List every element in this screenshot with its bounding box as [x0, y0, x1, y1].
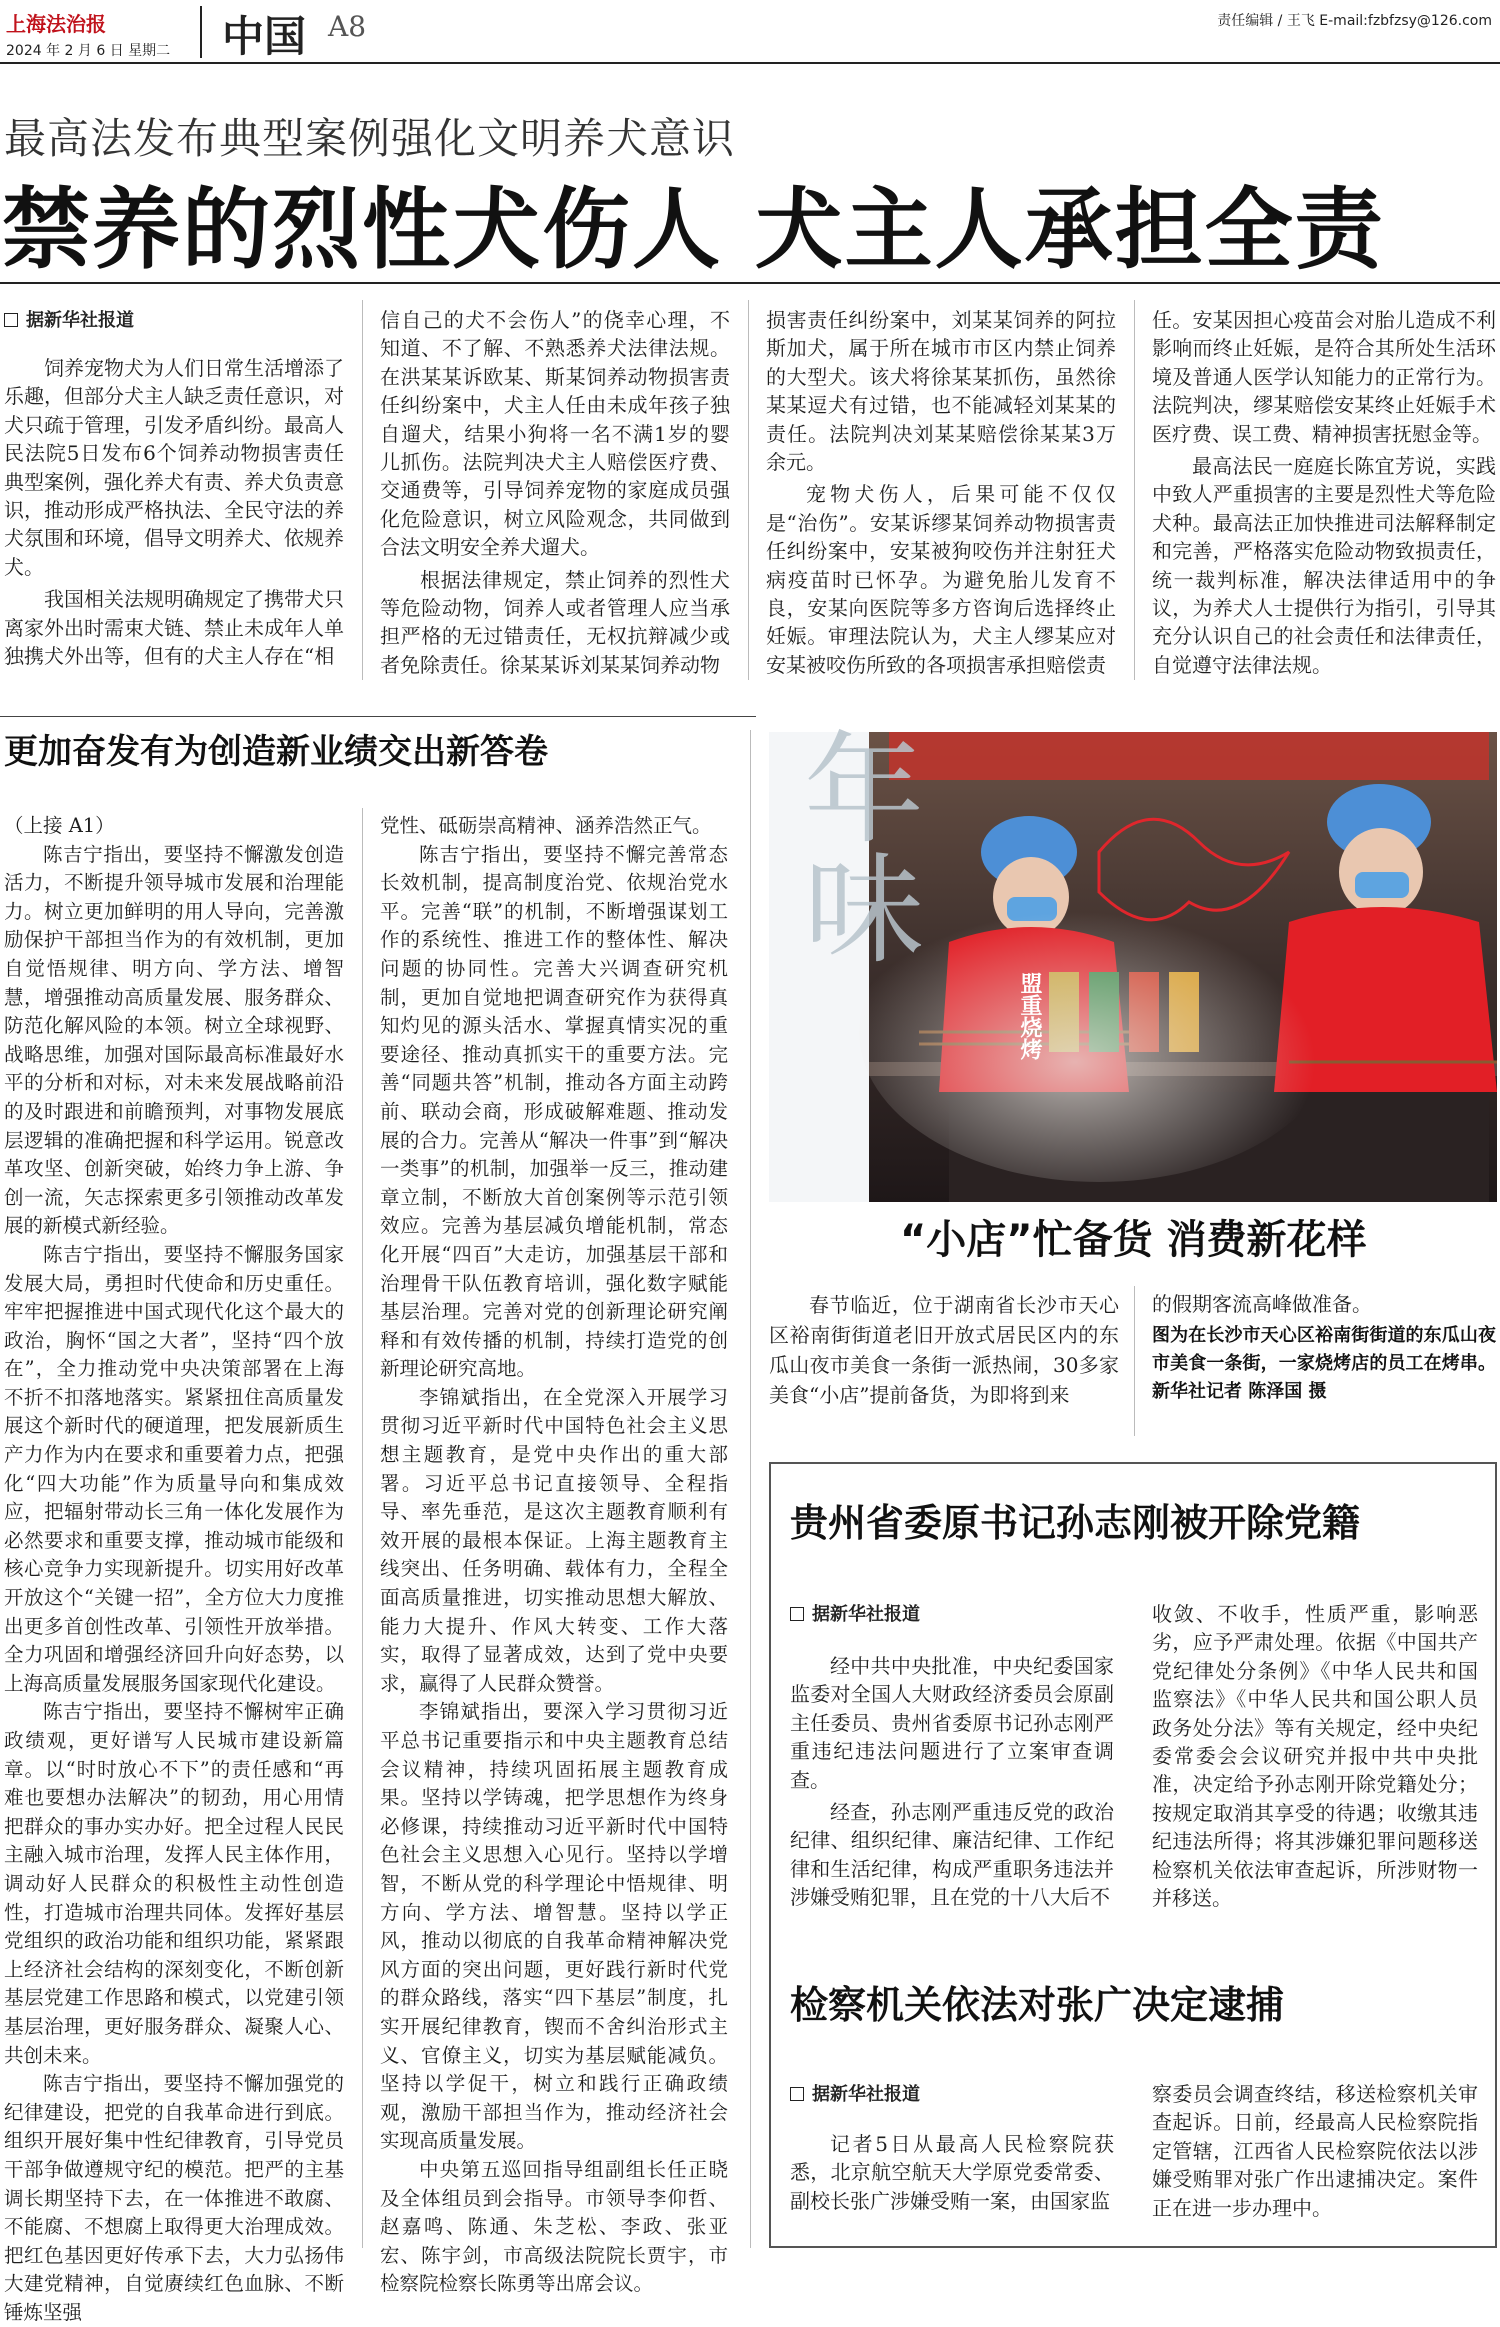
paragraph: 根据法律规定，禁止饲养的烈性犬等危险动物，饲养人或者管理人应当承担严格的无过错责任，无权抗辩减少或者免除责任。徐某某诉刘某某饲养动物: [380, 567, 730, 677]
lead-headline: 禁养的烈性犬伤人 犬主人承担全责: [2, 178, 1385, 281]
lead-byline: 据新华社报道: [4, 306, 134, 332]
second-column-1: [4, 812, 344, 2324]
paragraph: 最高法民一庭庭长陈宜芳说，实践中致人严重损害的主要是烈性犬等危险犬种。最高法正加快推进司法解释制定和完善，严格落实危险动物致损责任，统一裁判标准，解决法律适用中的争议，为养犬人士提供行为指引，引导其充分认识自己的社会责任和法律责任，自觉遵守法律法规。: [1152, 454, 1496, 677]
boxed-byline: 据新华社报道: [790, 1600, 920, 1626]
paragraph: 我国相关法规明确规定了携带犬只离家外出时需束犬链、禁止未成年人单独携犬外出等，但有的犬主人存在“相: [4, 587, 344, 669]
second-column-2: [380, 812, 728, 2296]
paragraph: 陈吉宁指出，要坚持不懈树牢正确政绩观，更好谱写人民城市建设新篇章。以“时时放心不下”的责任感和“再难也要想办法解决”的韧劲，用心用情把群众的事办实办好。把全过程人民民主融入城市治理，发挥人民主体作用，调动好人民群众的积极性主动性创造性，打造城市治理共同体。发挥好基层党组织的政治功能和组织功能，紧紧跟上经济社会结构的深刻变化，不断创新基层党建工作思路和模式，以党建引领基层治理，更好服务群众、凝聚人心、共创未来。: [4, 1700, 344, 2067]
paragraph: 任。安某因担心疫苗会对胎儿造成不利影响而终止妊娠，是符合其所处生活环境及普通人医学认知能力的正常行为。法院判决，缪某赔偿安某终止妊娠手术医疗费、误工费、精神损害抚慰金等。: [1152, 308, 1496, 446]
paragraph: 陈吉宁指出，要坚持不懈激发创造活力，不断提升领导城市发展和治理能力。树立更加鲜明的用人导向，完善激励保护干部担当作为的有效机制，更加自觉悟规律、明方向、学方法、增智慧，增强推动高质量发展、服务群众、防范化解风险的本领。树立全球视野、战略思维，加强对国际最高标准最好水平的分析和对标，对未来发展战略前沿的及时跟进和前瞻预判，对事物发展底层逻辑的准确把握和科学运用。锐意改革攻坚、创新突破，始终力争上游、争创一流，矢志探索更多引领推动改革发展的新模式新经验。: [4, 842, 344, 1238]
shirt-text: 盟重烧烤: [1017, 972, 1043, 1060]
photo-story-continued: [1152, 1290, 1496, 1322]
boxed-column-2: [1152, 1600, 1478, 1940]
paragraph: 经中共中央批准，中央纪委国家监委对全国人大财政经济委员会原副主任委员、贵州省委原书记孙志刚严重违纪违法问题进行了立案审查调查。: [790, 1654, 1114, 1792]
newspaper-logo: 上海法治报: [6, 12, 106, 36]
lead-column-2: [380, 306, 730, 676]
paragraph: 信自己的犬不会伤人”的侥幸心理，不知道、不了解、不熟悉养犬法律法规。在洪某某诉欧某、斯某饲养动物损害责任纠纷案中，犬主人任由未成年孩子独自遛犬，结果小狗将一名不满1岁的婴儿抓伤。法院判决犬主人赔偿医疗费、交通费等，引导饲养宠物的家庭成员强化危险意识，树立风险观念，共同做到合法文明安全养犬遛犬。: [380, 308, 730, 560]
top-rule: [0, 62, 1500, 64]
photo-title: “小店”忙备货 消费新花样: [900, 1217, 1367, 1263]
section-title: 中国: [222, 12, 307, 61]
paragraph: 宠物犬伤人，后果可能不仅仅是“治伤”。安某诉缪某饲养动物损害责任纠纷案中，安某被狗咬伤并注射狂犬病疫苗时已怀孕。为避免胎儿发育不良，安某向医院等多方咨询后选择终止妊娠。审理法院认为，犬主人缪某应对安某被咬伤所致的各项损害承担赔偿责: [766, 482, 1116, 677]
paragraph: （上接 A1）: [4, 814, 115, 837]
paragraph: 的假期客流高峰做准备。: [1152, 1292, 1372, 1316]
lead-kicker: 最高法发布典型案例强化文明养犬意识: [4, 114, 736, 163]
square-bullet-icon: [4, 313, 18, 327]
lead-column-4: [1152, 306, 1496, 676]
news-photo: [769, 726, 1497, 1202]
issue-date: 2024 年 2 月 6 日 星期二: [6, 43, 171, 59]
boxed2-byline: 据新华社报道: [790, 2080, 920, 2106]
column-divider: [748, 300, 749, 680]
paragraph: 收敛、不收手，性质严重，影响恶劣，应予严肃处理。依据《中国共产党纪律处分条例》《中华人民共和国监察法》《中华人民共和国公职人员政务处分法》等有关规定，经中央纪委常委会会议研究并报中共中央批准，决定给予孙志刚开除党籍处分；按规定取消其享受的待遇；收缴其违纪违法所得；将其涉嫌犯罪问题移送检察机关依法审查起诉，所涉财物一并移送。: [1152, 1602, 1478, 1911]
lead-column-3: [766, 306, 1116, 676]
column-divider: [362, 300, 363, 680]
square-bullet-icon: [790, 2087, 804, 2101]
paragraph: 党性、砥砺崇高精神、涵养浩然正气。: [380, 814, 712, 837]
paragraph: 李锦斌指出，在全党深入开展学习贯彻习近平新时代中国特色社会主义思想主题教育，是党中央作出的重大部署。习近平总书记直接领导、全程指导、率先垂范，是这次主题教育顺利有效开展的最根本保证。上海主题教育主线突出、任务明确、载体有力，全程全面高质量推进，切实推动思想大解放、能力大提升、作风大转变、工作大落实，取得了显著成效，达到了党中央要求，赢得了人民群众赞誉。: [380, 1385, 728, 1695]
photo-deco-text: 年味: [784, 726, 923, 966]
boxed2-column-2: [1152, 2080, 1478, 2240]
boxed2-headline: 检察机关依法对张广决定逮捕: [790, 1983, 1285, 2027]
boxed2-column-1: [790, 2130, 1114, 2240]
photo-story-column: [769, 1290, 1119, 1440]
paragraph: 陈吉宁指出，要坚持不懈加强党的纪律建设，把党的自我革命进行到底。组织开展好集中性纪律教育，引导党员干部争做遵规守纪的模范。把严的主基调长期坚持下去，在一体推进不敢腐、不能腐、不想腐上取得更大治理成效。把红色基因更好传承下去，大力弘扬伟大建党精神，自觉赓续红色血脉、不断锤炼坚强: [4, 2072, 344, 2324]
editor-info: 责任编辑 / 王飞 E-mail:fzbfzsy@126.com: [1217, 13, 1492, 29]
column-divider: [750, 730, 751, 2248]
boxed-column-1: [790, 1652, 1114, 1932]
paragraph: 察委员会调查终结，移送检察机关审查起诉。日前，经最高人民检察院指定管辖，江西省人民检察院依法以涉嫌受贿罪对张广作出逮捕决定。案件正在进一步办理中。: [1152, 2082, 1478, 2220]
paragraph: 记者5日从最高人民检察院获悉，北京航空航天大学原党委常委、副校长张广涉嫌受贿一案，由国家监: [790, 2132, 1114, 2213]
square-bullet-icon: [790, 1607, 804, 1621]
page-number: A8: [328, 10, 367, 43]
masthead-divider: [200, 6, 202, 58]
paragraph: 经查，孙志刚严重违反党的政治纪律、组织纪律、廉洁纪律、工作纪律和生活纪律，构成严重职务违法并涉嫌受贿犯罪，且在党的十八大后不: [790, 1800, 1114, 1910]
second-headline: 更加奋发有为创造新业绩交出新答卷: [4, 732, 548, 772]
photo-caption: 图为在长沙市天心区裕南街街道的东瓜山夜市美食一条街，一家烧烤店的员工在烤串。新华社记者 陈泽国 摄: [1152, 1325, 1496, 1402]
column-divider: [1134, 1286, 1135, 1436]
boxed-headline: 贵州省委原书记孙志刚被开除党籍: [790, 1501, 1361, 1545]
lead-column-1: [4, 354, 344, 674]
section-rule: [0, 716, 756, 717]
paragraph: 李锦斌指出，要深入学习贯彻习近平总书记重要指示和中央主题教育总结会议精神，持续巩固拓展主题教育成果。坚持以学铸魂，把学思想作为终身必修课，持续推动习近平新时代中国特色社会主义思想入心见行。坚持以学增智，不断从党的科学理论中悟规律、明方向、学方法、增智慧。坚持以学正风，推动以彻底的自我革命精神解决党风方面的突出问题，更好践行新时代党的群众路线，落实“四下基层”制度，扎实开展纪律教育，锲而不舍纠治形式主义、官僚主义，切实为基层赋能减负。坚持以学促干，树立和践行正确政绩观，激励干部担当作为，推动经济社会实现高质量发展。: [380, 1700, 728, 2153]
paragraph: 春节临近，位于湖南省长沙市天心区裕南街街道老旧开放式居民区内的东瓜山夜市美食一条街一派热闹，30多家美食“小店”提前备货，为即将到来: [769, 1293, 1119, 1407]
paragraph: 损害责任纠纷案中，刘某某饲养的阿拉斯加犬，属于所在城市市区内禁止饲养的大型犬。该犬将徐某某抓伤，虽然徐某某逗犬有过错，也不能减轻刘某某的责任。法院判决刘某某赔偿徐某某3万余元。: [766, 308, 1116, 475]
column-divider: [362, 808, 363, 2248]
headline-rule: [0, 282, 1500, 284]
paragraph: 中央第五巡回指导组副组长任正晓及全体组员到会指导。市领导李仰哲、赵嘉鸣、陈通、朱芝松、李政、张亚宏、陈宇剑，市高级法院院长贾宇，市检察院检察长陈勇等出席会议。: [380, 2157, 728, 2296]
column-divider: [1134, 300, 1135, 680]
paragraph: 陈吉宁指出，要坚持不懈服务国家发展大局，勇担时代使命和历史重任。牢牢把握推进中国式现代化这个最大的政治，胸怀“国之大者”，坚持“四个放在”，全力推动党中央决策部署在上海不折不扣落地落实。紧紧扭住高质量发展这个新时代的硬道理，把发展新质生产力作为内在要求和重要着力点，把强化“四大功能”作为质量导向和集成效应，把辐射带动长三角一体化发展作为必然要求和重要支撑，推动城市能级和核心竞争力实现新提升。切实用好改革开放这个“关键一招”，全方位大力度推出更多首创性改革、引领性开放举措。全力巩固和增强经济回升向好态势，以上海高质量发展服务国家现代化建设。: [4, 1242, 344, 1695]
paragraph: 陈吉宁指出，要坚持不懈完善常态长效机制，提高制度治党、依规治党水平。完善“联”的机制，不断增强谋划工作的系统性、推进工作的整体性、解决问题的协同性。完善大兴调查研究机制，更加自觉地把调查研究作为获得真知灼见的源头活水、掌握真情实况的重要途径、推动真抓实干的重要方法。完善“同题共答”机制，推动各方面主动跨前、联动会商，形成破解难题、推动发展的合力。完善从“解决一件事”到“解决一类事”的机制，加强举一反三，推动建章立制，不断放大首创案例等示范引领效应。完善为基层减负增能机制，常态化开展“四百”大走访，加强基层干部和治理骨干队伍教育培训，强化数字赋能基层治理。完善对党的创新理论研究阐释和有效传播的机制，持续打造党的创新理论研究高地。: [380, 842, 728, 1381]
paragraph: 饲养宠物犬为人们日常生活增添了乐趣，但部分犬主人缺乏责任意识，对犬只疏于管理，引发矛盾纠纷。最高人民法院5日发布6个饲养动物损害责任典型案例，强化养犬有责、养犬负责意识，推动形成严格执法、全民守法的养犬氛围和环境，倡导文明养犬、依规养犬。: [4, 356, 344, 579]
